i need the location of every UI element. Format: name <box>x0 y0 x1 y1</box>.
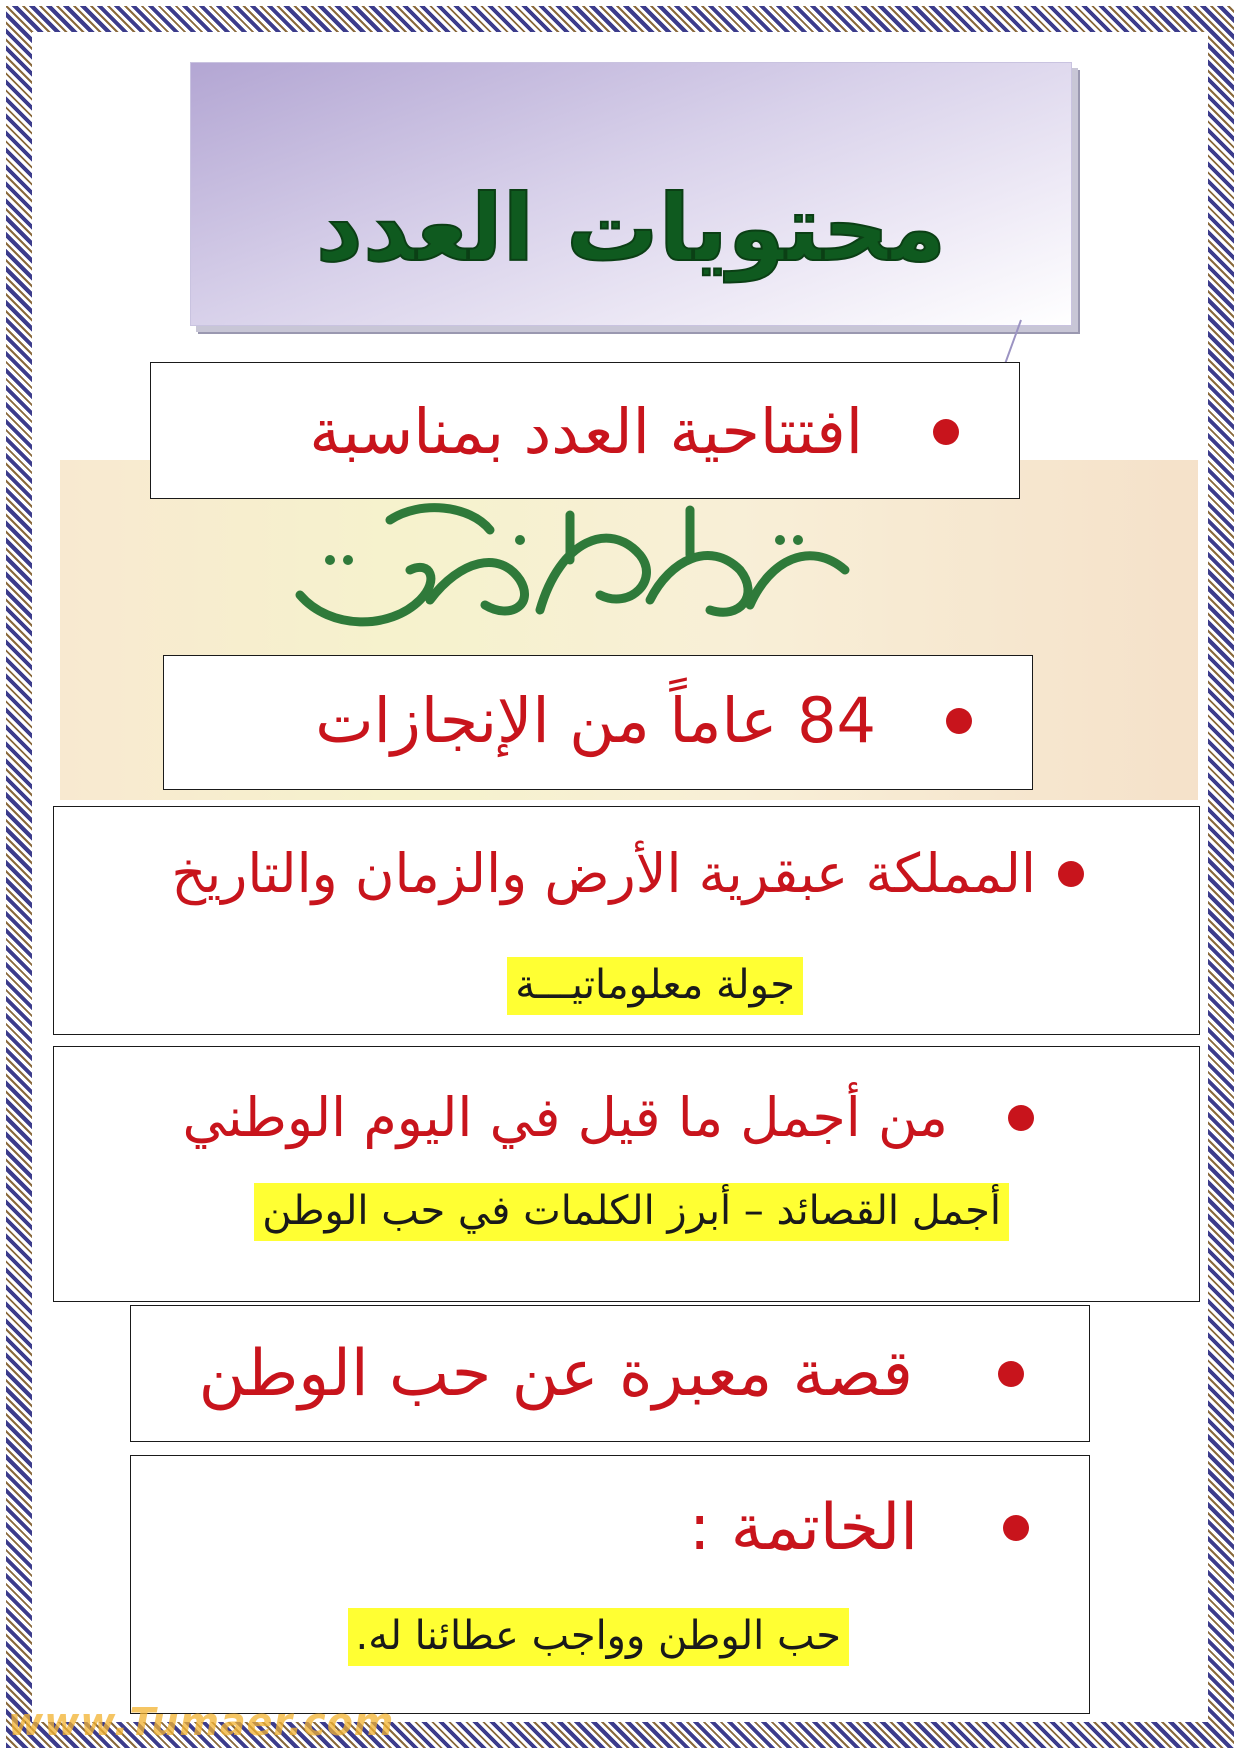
contents-item-3 <box>53 806 1200 1035</box>
bullet-icon <box>998 1361 1024 1387</box>
item-label: الخاتمة : <box>688 1491 918 1565</box>
bullet-icon <box>933 419 959 445</box>
bullet-icon <box>1008 1105 1034 1131</box>
item-label: من أجمل ما قيل في اليوم الوطني <box>182 1086 948 1149</box>
contents-item-4 <box>53 1046 1200 1302</box>
national-day-calligraphy-logo <box>270 500 870 635</box>
bullet-icon <box>1058 861 1084 887</box>
title-box <box>190 62 1072 326</box>
item-label: افتتاحية العدد بمناسبة <box>309 395 863 468</box>
contents-item-6 <box>130 1455 1090 1714</box>
contents-item-2 <box>163 655 1033 790</box>
site-watermark: www.Tumaer.com <box>8 1700 395 1744</box>
contents-item-1 <box>150 362 1020 499</box>
item-label: المملكة عبقرية الأرض والزمان والتاريخ <box>171 842 1036 905</box>
contents-item-5 <box>130 1305 1090 1442</box>
page-title: محتويات العدد <box>315 175 947 282</box>
item-label: 84 عاماً من الإنجازات <box>315 684 876 757</box>
item-subtitle-highlight: حب الوطن وواجب عطائنا له. <box>348 1608 849 1666</box>
item-subtitle-highlight: أجمل القصائد – أبرز الكلمات في حب الوطن <box>254 1183 1009 1241</box>
bullet-icon <box>946 708 972 734</box>
item-subtitle-highlight: جولة معلوماتيـــة <box>507 957 803 1015</box>
bullet-icon <box>1003 1515 1029 1541</box>
item-label: قصة معبرة عن حب الوطن <box>198 1337 913 1411</box>
